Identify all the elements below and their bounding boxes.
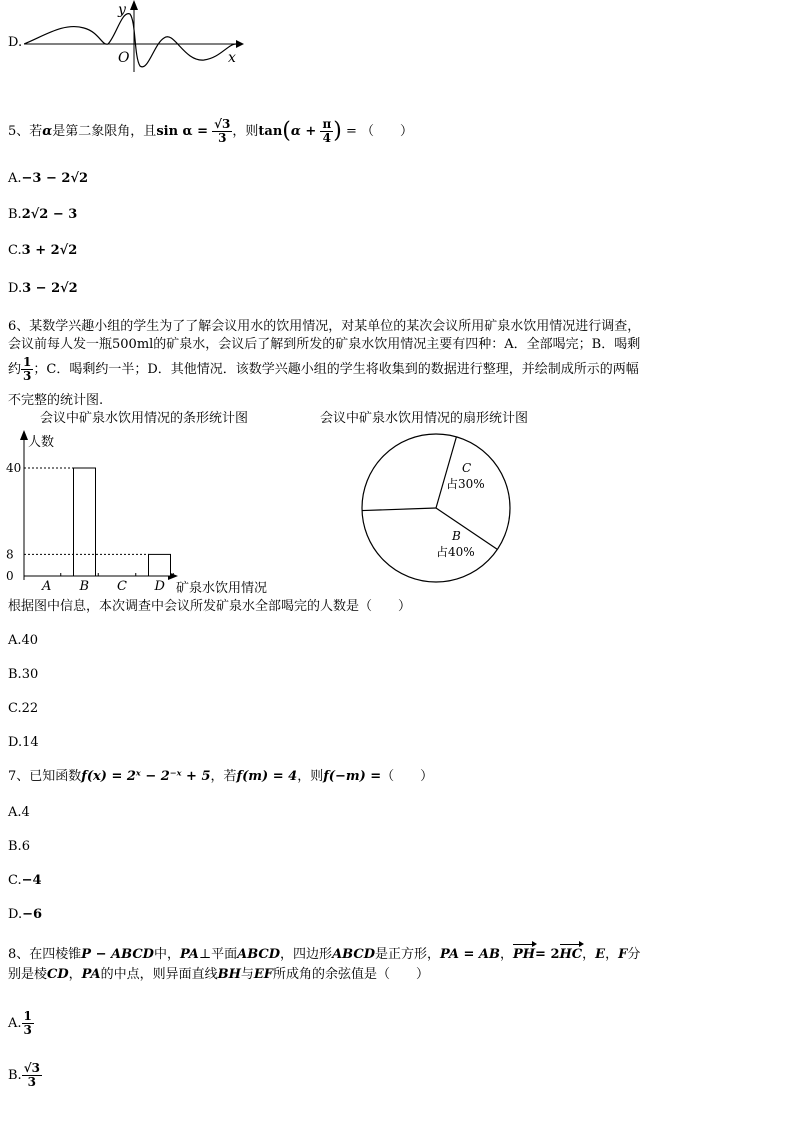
q6-line1: 6、某数学兴趣小组的学生为了了解会议用水的饮用情况，对某单位的某次会议所用矿泉水饮用情况进行调查， — [8, 319, 641, 334]
q5-fraction-pi-4: $\frac{\pi}{4}$ — [322, 117, 332, 145]
q5-option-b: B.2√2 − 3 — [8, 207, 78, 222]
q4-axis-y: y — [118, 2, 126, 18]
bar-y-arrow — [20, 430, 28, 440]
q5-option-a: A.−3 − 2√2 — [8, 171, 89, 186]
q6-line2: 会议前每人发一瓶500ml的矿泉水，会议后了解到所发的矿泉水饮用情况主要有四种：A．全部喝完；B．喝剩 — [8, 337, 641, 352]
bar-chart — [0, 428, 300, 600]
pie-slice-label-C: C — [462, 461, 472, 475]
bar-chart-title: 会议中矿泉水饮用情况的条形统计图 — [40, 411, 249, 426]
q6-option-d: D.14 — [8, 735, 39, 750]
q5-fraction-sqrt3-3: $\frac{√3}{3}$ — [214, 117, 231, 145]
q6-line4: 不完整的统计图. — [8, 393, 104, 408]
q6-option-c: C.22 — [8, 701, 39, 716]
bar-category-D: D — [154, 579, 165, 594]
q8-line1: 8、在四棱锥P − ABCD中，PA⊥平面ABCD，四边形ABCD是正方形，PA = AB，PH= 2HC，E，F分 — [8, 947, 641, 962]
bar-D — [149, 554, 171, 576]
bar-category-A: A — [42, 579, 52, 594]
bar-category-B: B — [79, 579, 90, 594]
q7-option-a: A.4 — [8, 805, 30, 820]
q8-option-a: A. $\frac{1}{3}$ — [8, 1009, 32, 1037]
q7-option-b: B.6 — [8, 839, 30, 854]
q6-question: 根据图中信息，本次调查中会议所发矿泉水全部喝完的人数是（ ） — [8, 599, 412, 614]
q6-option-b: B.30 — [8, 667, 39, 682]
pie-chart-title: 会议中矿泉水饮用情况的扇形统计图 — [320, 411, 529, 426]
bar-y-tick-40: 40 — [6, 461, 22, 475]
q4-option-d-label: D. — [8, 35, 23, 50]
q5-stem: 5、若α是第二象限角，且sin α = $\frac{√3}{3}$ ，则tan(α + $\frac{\pi}{4}$ ) = （ ） — [8, 117, 414, 145]
q4-origin: O — [118, 50, 130, 66]
bar-y-tick-0: 0 — [6, 569, 14, 583]
bar-y-label: 人数 — [28, 435, 55, 450]
pie-chart — [358, 430, 520, 590]
pie-slice-percent-C: 占30% — [446, 477, 485, 491]
bar-category-C: C — [117, 579, 127, 594]
q5-option-c: C.3 + 2√2 — [8, 243, 78, 258]
pie-slice-percent-B: 占40% — [436, 545, 475, 559]
q4-axis-x: x — [228, 50, 236, 66]
q6-option-a: A.40 — [8, 633, 39, 648]
q8-option-b: B. $\frac{√3}{3}$ — [8, 1061, 40, 1089]
q6-fraction-1-3: $\frac{1}{3}$ — [23, 355, 32, 383]
q5-option-d: D.3 − 2√2 — [8, 281, 78, 296]
q8-line2: 别是棱CD，PA的中点，则异面直线BH与EF所成角的余弦值是（ ） — [8, 967, 430, 982]
bar-B — [74, 468, 96, 576]
q6-line3: 约 $\frac{1}{3}$ ；C．喝剩约一半；D．其他情况．该数学兴趣小组的学生将收集到的数据进行整理，并绘制成所示的两幅 — [8, 355, 639, 383]
q7-stem: 7、已知函数f(x) = 2ˣ − 2⁻ˣ + 5，若f(m) = 4，则f(−m) =（ ） — [8, 769, 434, 784]
q7-option-c: C.−4 — [8, 873, 42, 888]
q4-option-d-graph — [24, 0, 244, 72]
bar-y-tick-8: 8 — [6, 547, 14, 562]
pie-slice-label-B: B — [452, 529, 461, 543]
bar-x-label: 矿泉水饮用情况 — [176, 581, 268, 596]
q7-option-d: D.−6 — [8, 907, 43, 922]
